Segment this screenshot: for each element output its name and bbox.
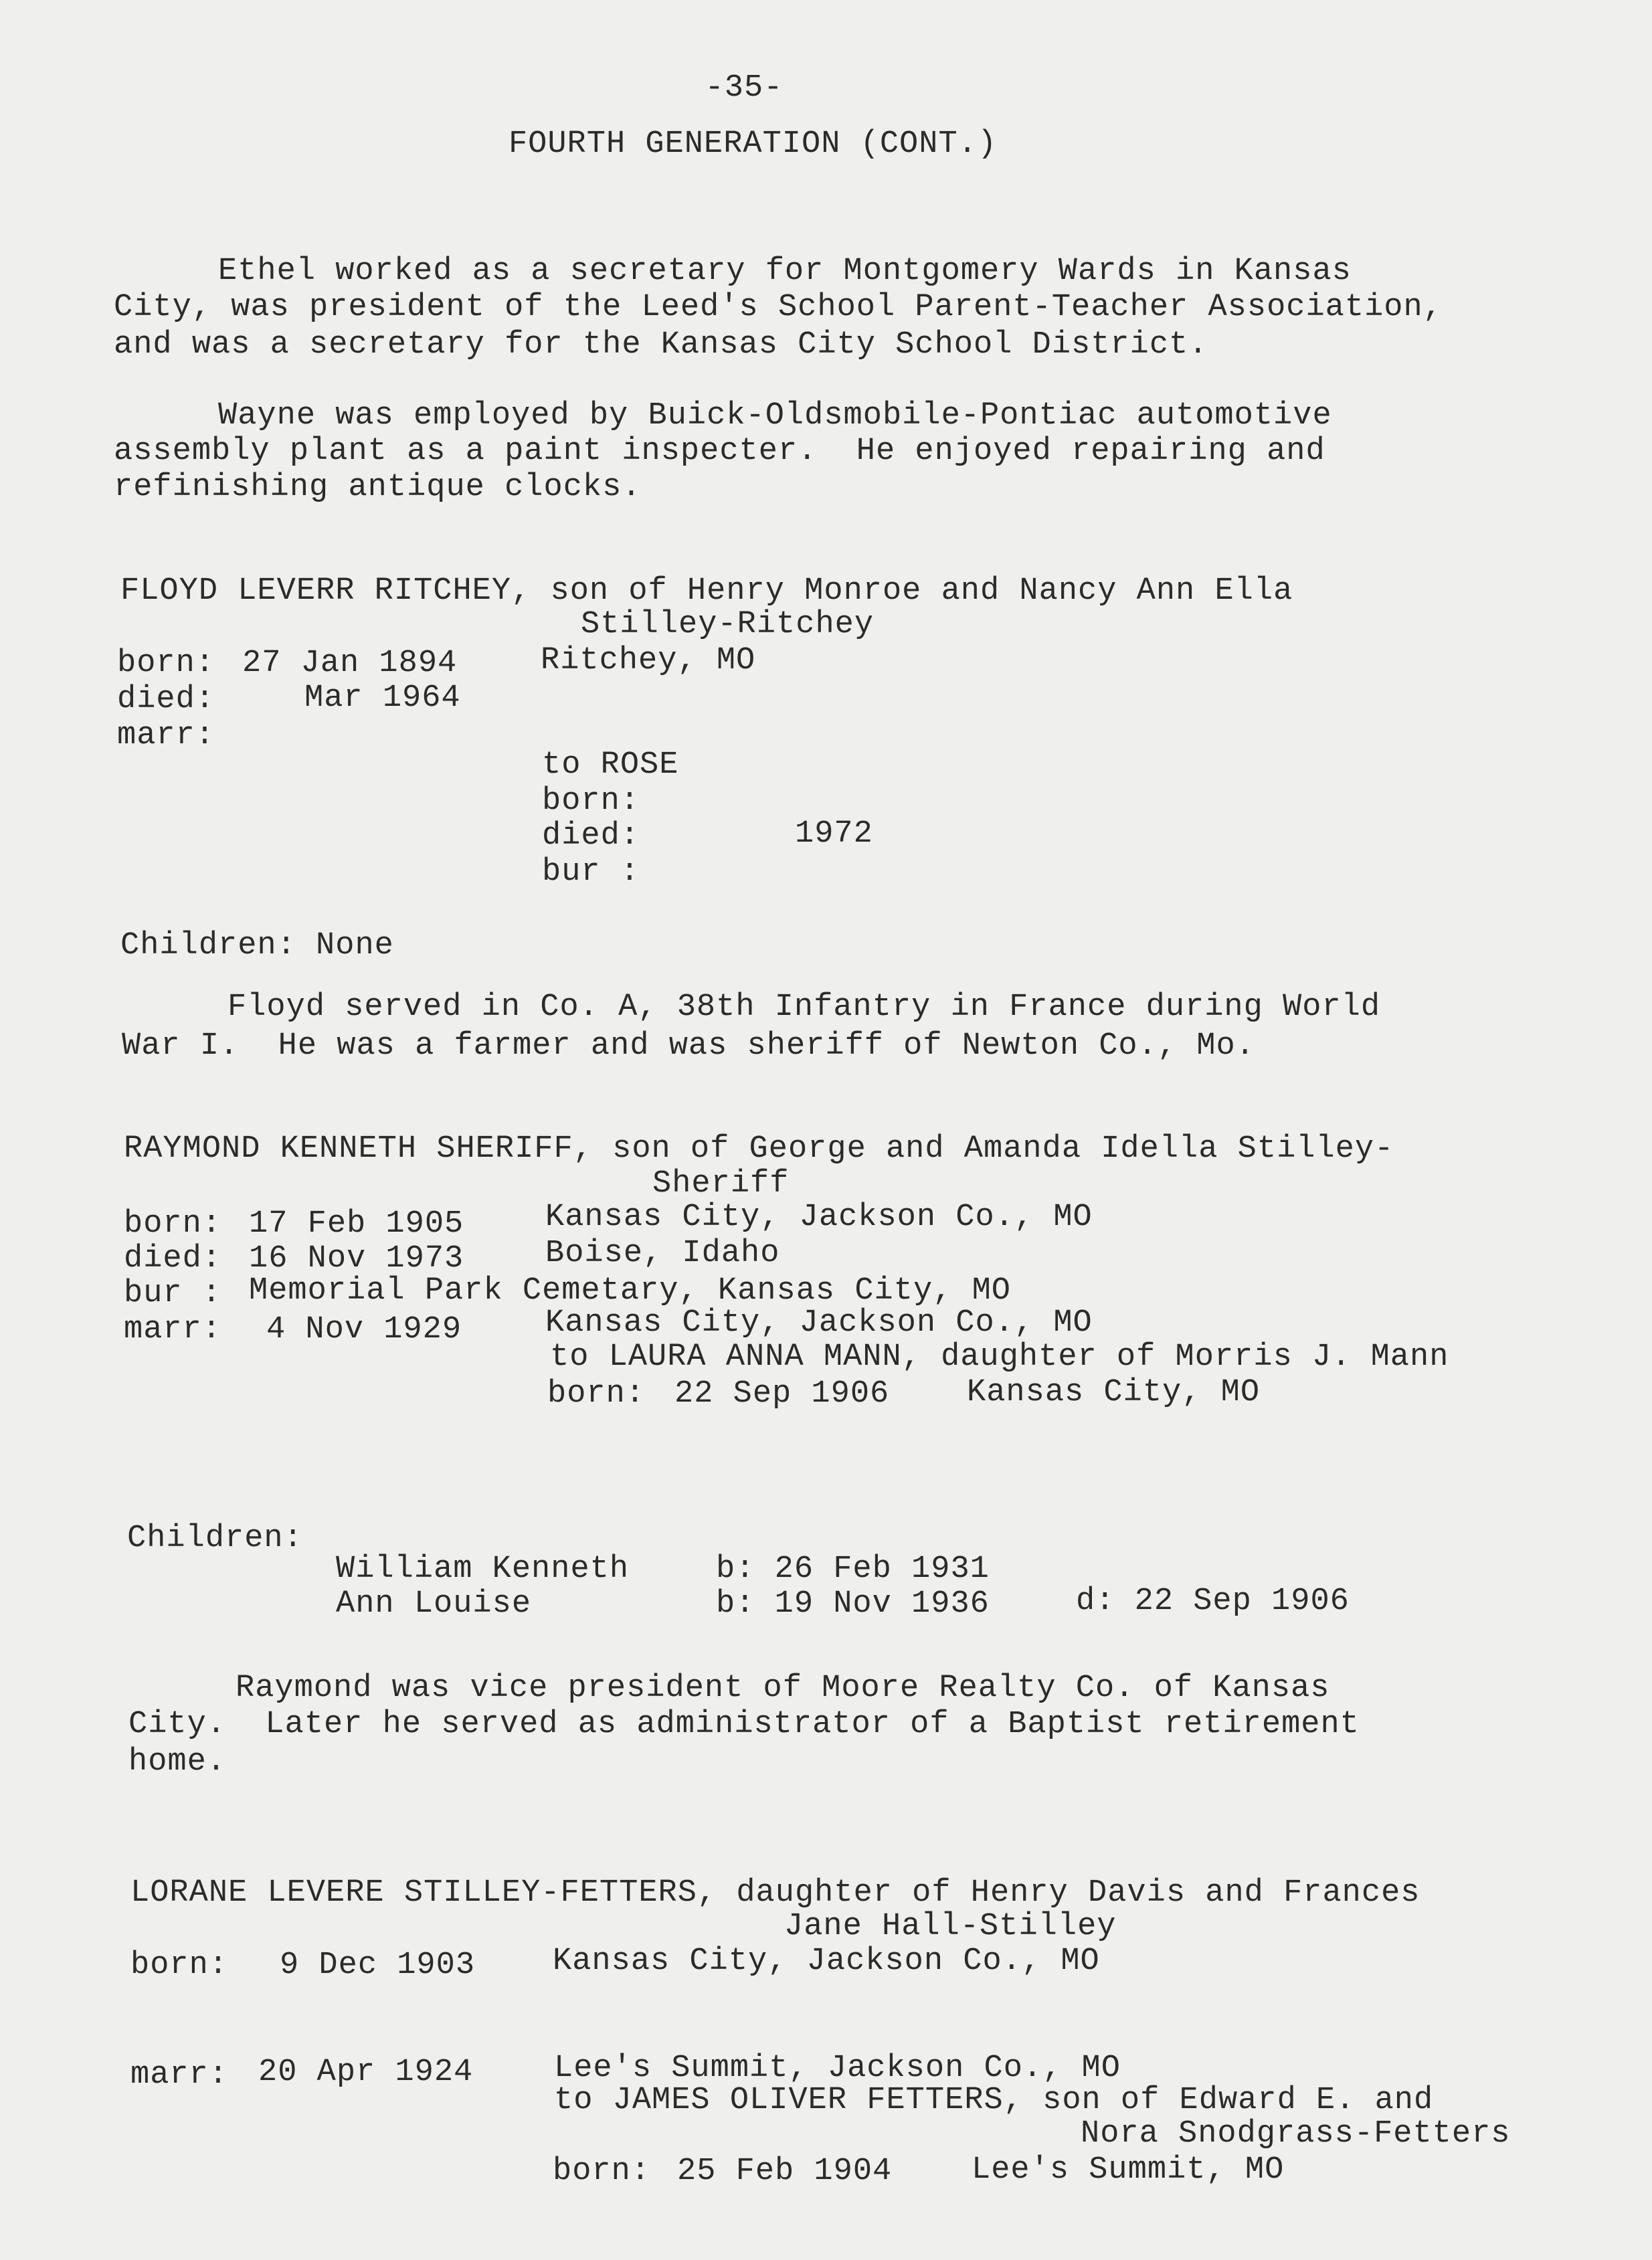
raymond-bio-line-1: Raymond was vice president of Moore Realty Co. of Kansas — [236, 1671, 1330, 1706]
raymond-bur-place: Memorial Park Cemetary, Kansas City, MO — [249, 1273, 1011, 1309]
lorane-marr-place: Lee's Summit, Jackson Co., MO — [554, 2051, 1121, 2086]
lorane-spouse-born-date: 25 Feb 1904 — [677, 2154, 893, 2189]
page-number: -35- — [705, 70, 784, 106]
raymond-died-label: died: — [124, 1241, 222, 1277]
wayne-line-1: Wayne was employed by Buick-Oldsmobile-Pontiac automotive — [218, 398, 1332, 434]
raymond-spouse: to LAURA ANNA MANN, daughter of Morris J. Mann — [550, 1339, 1449, 1375]
floyd-spouse-born-label: born: — [542, 783, 640, 819]
floyd-spouse-died-year: 1972 — [795, 816, 873, 852]
raymond-died-date: 16 Nov 1973 — [249, 1241, 464, 1277]
lorane-marr-date: 20 Apr 1924 — [258, 2055, 474, 2090]
lorane-born-date: 9 Dec 1903 — [280, 1948, 476, 1983]
raymond-spouse-born-place: Kansas City, MO — [967, 1375, 1261, 1410]
floyd-heading: FLOYD LEVERR RITCHEY, son of Henry Monroe and Nancy Ann Ella — [120, 573, 1293, 609]
floyd-heading-cont: Stilley-Ritchey — [581, 607, 875, 642]
raymond-bio-line-3: home. — [128, 1744, 227, 1780]
raymond-marr-label: marr: — [124, 1312, 222, 1347]
child-name: Ann Louise — [336, 1586, 532, 1622]
child-birth: b: 19 Nov 1936 — [716, 1586, 990, 1622]
child-birth: b: 26 Feb 1931 — [716, 1551, 990, 1587]
floyd-children: Children: None — [120, 928, 394, 963]
raymond-born-label: born: — [124, 1206, 222, 1242]
lorane-heading-cont: Jane Hall-Stilley — [784, 1909, 1117, 1944]
wayne-line-2: assembly plant as a paint inspecter. He enjoyed repairing and — [114, 434, 1325, 469]
raymond-spouse-born-label: born: — [547, 1376, 646, 1412]
lorane-born-label: born: — [130, 1948, 229, 1983]
floyd-born-place: Ritchey, MO — [541, 643, 756, 678]
floyd-marr-label: marr: — [117, 718, 215, 753]
floyd-died-label: died: — [117, 682, 215, 717]
raymond-bur-label: bur : — [124, 1276, 222, 1311]
child-death: d: 22 Sep 1906 — [1076, 1584, 1350, 1619]
floyd-spouse-died-label: died: — [542, 818, 640, 854]
ethel-line-3: and was a secretary for the Kansas City School District. — [114, 327, 1208, 363]
lorane-spouse-born-place: Lee's Summit, MO — [972, 2152, 1285, 2188]
raymond-marr-place: Kansas City, Jackson Co., MO — [545, 1305, 1093, 1341]
raymond-died-place: Boise, Idaho — [545, 1236, 780, 1271]
raymond-heading-cont: Sheriff — [652, 1166, 790, 1202]
raymond-marr-date: 4 Nov 1929 — [266, 1312, 462, 1347]
raymond-born-place: Kansas City, Jackson Co., MO — [545, 1200, 1093, 1235]
lorane-spouse: to JAMES OLIVER FETTERS, son of Edward E. and — [554, 2083, 1434, 2118]
ethel-line-1: Ethel worked as a secretary for Montgomery Wards in Kansas — [218, 254, 1352, 289]
floyd-born-date: 27 Jan 1894 — [242, 646, 458, 681]
lorane-heading: LORANE LEVERE STILLEY-FETTERS, daughter of Henry Davis and Frances — [130, 1875, 1420, 1911]
lorane-spouse-born-label: born: — [553, 2154, 651, 2189]
child-name: William Kenneth — [336, 1551, 630, 1587]
section-title: FOURTH GENERATION (CONT.) — [508, 126, 998, 162]
floyd-bio-line-2: War I. He was a farmer and was sheriff of Newton Co., Mo. — [122, 1028, 1255, 1064]
raymond-heading: RAYMOND KENNETH SHERIFF, son of George and Amanda Idella Stilley- — [124, 1131, 1394, 1167]
lorane-marr-label: marr: — [130, 2057, 229, 2093]
raymond-born-date: 17 Feb 1905 — [249, 1206, 464, 1242]
lorane-spouse-cont: Nora Snodgrass-Fetters — [1081, 2116, 1511, 2152]
floyd-spouse-bur-label: bur : — [542, 854, 640, 890]
floyd-born-label: born: — [117, 646, 215, 681]
ethel-line-2: City, was president of the Leed's School Parent-Teacher Association, — [114, 290, 1443, 325]
raymond-children-label: Children: — [127, 1521, 303, 1556]
wayne-line-3: refinishing antique clocks. — [114, 470, 642, 505]
floyd-died-date: Mar 1964 — [304, 680, 461, 716]
floyd-bio-line-1: Floyd served in Co. A, 38th Infantry in France during World — [227, 990, 1381, 1025]
lorane-born-place: Kansas City, Jackson Co., MO — [553, 1944, 1100, 1979]
floyd-spouse: to ROSE — [542, 747, 679, 783]
raymond-spouse-born-date: 22 Sep 1906 — [674, 1376, 890, 1412]
raymond-bio-line-2: City. Later he served as administrator of a Baptist retirement — [128, 1707, 1360, 1742]
